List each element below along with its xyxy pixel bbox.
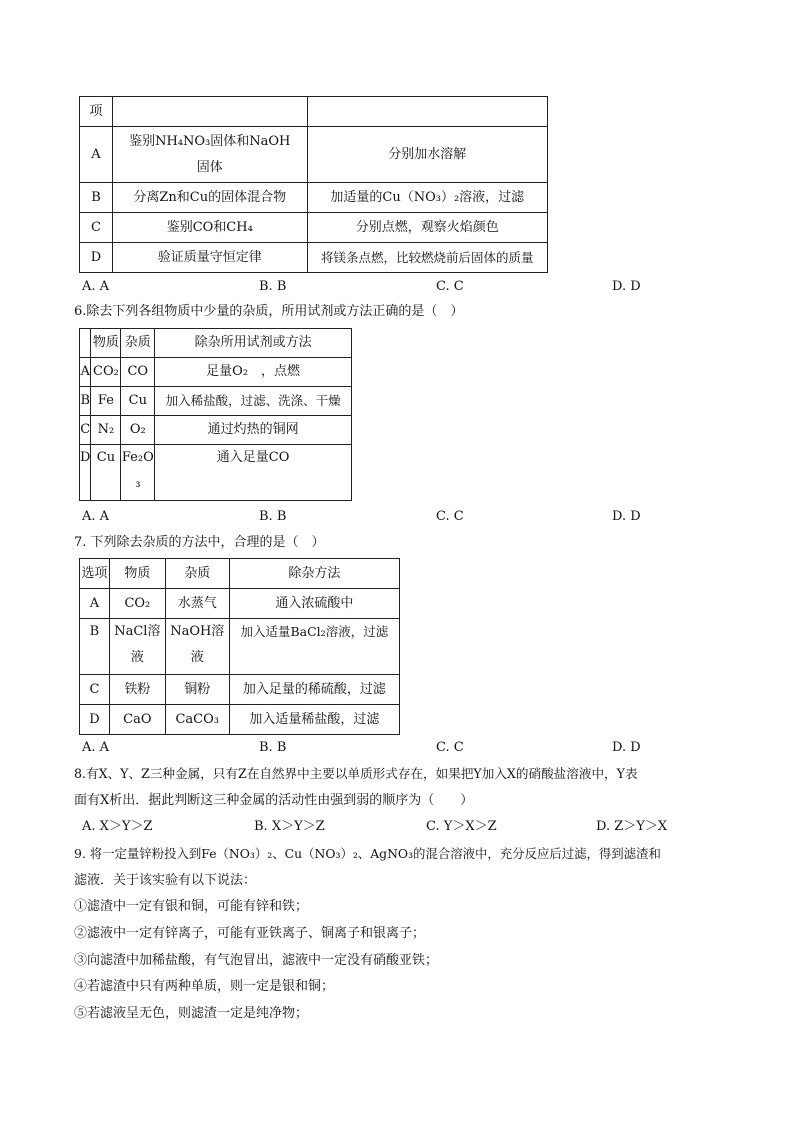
q7-row-impurity: 铜粉: [165, 675, 229, 705]
q6-row-impurity: O₂: [121, 416, 155, 445]
q5-row-purpose: [112, 97, 307, 127]
q6-row-substance: CO₂: [91, 358, 121, 387]
q7-row-method: 通入浓硫酸中: [229, 589, 399, 619]
q6-row-substance: Fe: [91, 387, 121, 416]
q9-statement-2: ②滤液中一定有锌离子，可能有亚铁离子、铜离子和银离子；: [74, 926, 426, 941]
q9-statement-1: ①滤渣中一定有银和铜，可能有锌和铁；: [74, 899, 309, 914]
q6-row-method: 通过灼热的铜网: [155, 416, 352, 445]
q7-row-method: 加入适量BaCl₂溶液，过滤: [229, 619, 399, 675]
q6-header-method: 除杂所用试剂或方法: [155, 329, 352, 358]
q7-row-impurity: CaCO₃: [165, 705, 229, 735]
q5-row-method: 分别点燃，观察火焰颜色: [307, 213, 547, 243]
q5-row-purpose: 分离Zn和Cu的固体混合物: [112, 183, 307, 213]
q5-row-method: 将镁条点燃，比较燃烧前后固体的质量: [307, 243, 547, 273]
q5-options: [82, 277, 722, 297]
q6-row-label: A: [80, 358, 91, 387]
q7-table: [79, 558, 400, 735]
q7-option-d[interactable]: D. D: [612, 740, 641, 755]
q6-row-method: 足量O₂ ，点燃: [155, 358, 352, 387]
q6-stem: 6.除去下列各组物质中少量的杂质，所用试剂或方法正确的是（ ）: [74, 304, 464, 319]
q7-header-method: 除杂方法: [229, 559, 399, 589]
q5-row-method: 加适量的Cu（NO₃）₂溶液，过滤: [307, 183, 547, 213]
q5-row-method: [307, 97, 547, 127]
q6-row-label: D: [80, 445, 91, 501]
table-row: [80, 213, 548, 243]
q6-row-impurity: Fe₂O₃: [121, 445, 155, 501]
table-row: [80, 705, 400, 735]
table-row: [80, 589, 400, 619]
q7-row-impurity: 水蒸气: [165, 589, 229, 619]
q5-row-method: 分别加水溶解: [307, 127, 547, 183]
table-row: [80, 183, 548, 213]
table-row: [80, 97, 548, 127]
q9-stem-line2: 滤液．关于该实验有以下说法：: [74, 873, 257, 888]
q6-row-substance: Cu: [91, 445, 121, 501]
q8-option-c[interactable]: C. Y＞X＞Z: [426, 819, 497, 834]
q5-option-b[interactable]: B. B: [259, 279, 287, 294]
q6-options: [82, 507, 722, 527]
q9-stem-line1: 9. 将一定量锌粉投入到Fe（NO₃）₂、Cu（NO₃）₂、AgNO₃的混合溶液中，充分反应后过滤，得到滤渣和: [74, 846, 661, 861]
q5-option-d[interactable]: D. D: [612, 279, 641, 294]
q7-option-a[interactable]: A. A: [82, 740, 110, 755]
table-row: [80, 559, 400, 589]
q5-table: [79, 96, 548, 273]
q7-header-option: 选项: [80, 559, 110, 589]
q5-row-label: B: [80, 183, 113, 213]
q9-statement-4: ④若滤渣中只有两种单质，则一定是银和铜；: [74, 979, 335, 994]
q6-row-substance: N₂: [91, 416, 121, 445]
q7-option-c[interactable]: C. C: [436, 740, 464, 755]
q8-option-a[interactable]: A. X＞Y＞Z: [82, 819, 153, 834]
q7-row-label: B: [80, 619, 110, 675]
table-row: [80, 127, 548, 183]
q5-row-purpose: 验证质量守恒定律: [112, 243, 307, 273]
table-row: [80, 329, 352, 358]
q6-row-method: 加入稀盐酸，过滤、洗涤、干燥: [155, 387, 352, 416]
q9-statement-3: ③向滤渣中加稀盐酸，有气泡冒出，滤液中一定没有硝酸亚铁；: [74, 953, 439, 968]
q7-row-substance: CO₂: [109, 589, 165, 619]
q6-option-b[interactable]: B. B: [259, 509, 287, 524]
table-row: [80, 445, 352, 501]
q7-option-b[interactable]: B. B: [259, 740, 287, 755]
table-row: [80, 416, 352, 445]
q6-row-method: 通入足量CO: [155, 445, 352, 501]
q7-row-method: 加入足量的稀硫酸，过滤: [229, 675, 399, 705]
q8-options: [82, 817, 722, 837]
q8-stem-line1: 8.有X、Y、Z三种金属，只有Z在自然界中主要以单质形式存在，如果把Y加入X的硝酸盐溶液中，Y表: [74, 766, 638, 781]
q6-row-label: C: [80, 416, 91, 445]
q7-row-substance: CaO: [109, 705, 165, 735]
q5-option-a[interactable]: A. A: [82, 279, 110, 294]
table-row: [80, 619, 400, 675]
q7-row-method: 加入适量稀盐酸，过滤: [229, 705, 399, 735]
q6-option-c[interactable]: C. C: [436, 509, 464, 524]
q6-row-impurity: Cu: [121, 387, 155, 416]
q7-stem: 7. 下列除去杂质的方法中，合理的是（ ）: [74, 535, 325, 550]
table-row: [80, 358, 352, 387]
q5-row-purpose: 鉴别NH₄NO₃固体和NaOH固体: [112, 127, 307, 183]
q6-table: [79, 328, 352, 501]
q6-header-blank: [80, 329, 91, 358]
q7-options: [82, 738, 722, 758]
q7-row-impurity: NaOH溶液: [165, 619, 229, 675]
table-row: [80, 387, 352, 416]
q7-row-label: A: [80, 589, 110, 619]
q7-header-impurity: 杂质: [165, 559, 229, 589]
q7-row-label: D: [80, 705, 110, 735]
q5-row-label: C: [80, 213, 113, 243]
q8-option-b[interactable]: B. X＞Y＞Z: [254, 819, 325, 834]
q8-option-d[interactable]: D. Z＞Y＞X: [596, 819, 668, 834]
table-row: [80, 675, 400, 705]
table-row: [80, 243, 548, 273]
q9-statement-5: ⑤若滤液呈无色，则滤渣一定是纯净物；: [74, 1006, 309, 1021]
q5-option-c[interactable]: C. C: [436, 279, 464, 294]
q7-row-substance: NaCl溶液: [109, 619, 165, 675]
q6-row-label: B: [80, 387, 91, 416]
q5-row-label: D: [80, 243, 113, 273]
q6-header-impurity: 杂质: [121, 329, 155, 358]
q6-option-d[interactable]: D. D: [612, 509, 641, 524]
q8-stem-line2: 面有X析出．据此判断这三种金属的活动性由强到弱的顺序为（ ）: [74, 793, 474, 808]
q5-row-label: 项: [80, 97, 113, 127]
q7-row-substance: 铁粉: [109, 675, 165, 705]
q7-row-label: C: [80, 675, 110, 705]
q7-header-substance: 物质: [109, 559, 165, 589]
q6-row-impurity: CO: [121, 358, 155, 387]
q6-header-substance: 物质: [91, 329, 121, 358]
q6-option-a[interactable]: A. A: [82, 509, 110, 524]
q5-row-purpose: 鉴别CO和CH₄: [112, 213, 307, 243]
q5-row-label: A: [80, 127, 113, 183]
